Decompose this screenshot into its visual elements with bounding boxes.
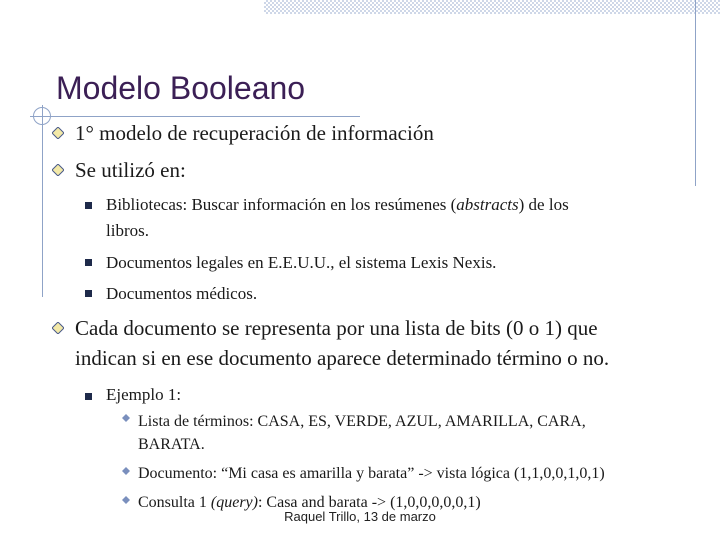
bullet-item-3-line2: indican si en ese documento aparece determinado término o no. — [75, 346, 610, 370]
square-bullet-icon — [85, 393, 92, 400]
decorative-circle — [33, 107, 51, 125]
checkered-decoration — [264, 0, 720, 14]
slide-title: Modelo Booleano — [56, 70, 306, 106]
small-diamond-bullet-icon — [122, 414, 130, 422]
sub-sub-item-2: Documento: “Mi casa es amarilla y barata” -> vista lógica (1,1,0,0,1,0,1) — [138, 465, 605, 482]
bullet-item-1: 1° modelo de recuperación de información — [75, 121, 434, 145]
decorative-line-right — [695, 0, 696, 186]
square-bullet-icon — [85, 202, 92, 209]
sub-item-2: Documentos legales en E.E.U.U., el sistema Lexis Nexis. — [106, 253, 497, 272]
diamond-bullet-icon — [52, 322, 64, 334]
sub-item-1-line2: libros. — [106, 221, 149, 240]
diamond-bullet-icon — [52, 164, 64, 176]
diamond-bullet-icon — [52, 127, 64, 139]
square-bullet-icon — [85, 259, 92, 266]
sub-sub-item-3: Consulta 1 (query): Casa and barata -> (1,0,0,0,0,0,1) — [138, 494, 481, 511]
square-bullet-icon — [85, 290, 92, 297]
sub-item-example: Ejemplo 1: — [106, 385, 182, 404]
bullet-item-3: Cada documento se representa por una lista de bits (0 o 1) que — [75, 316, 598, 340]
sub-sub-item-1-line2: BARATA. — [138, 436, 205, 453]
small-diamond-bullet-icon — [122, 467, 130, 475]
sub-item-1: Bibliotecas: Buscar información en los resúmenes (abstracts) de los — [106, 195, 569, 214]
sub-item-3: Documentos médicos. — [106, 284, 258, 303]
title-underline — [30, 116, 360, 117]
sub-sub-item-1: Lista de términos: CASA, ES, VERDE, AZUL, AMARILLA, CARA, — [138, 413, 586, 430]
bullet-item-2: Se utilizó en: — [75, 158, 186, 182]
decorative-line-left — [42, 105, 43, 297]
slide-footer: Raquel Trillo, 13 de marzo — [284, 509, 436, 524]
small-diamond-bullet-icon — [122, 496, 130, 504]
